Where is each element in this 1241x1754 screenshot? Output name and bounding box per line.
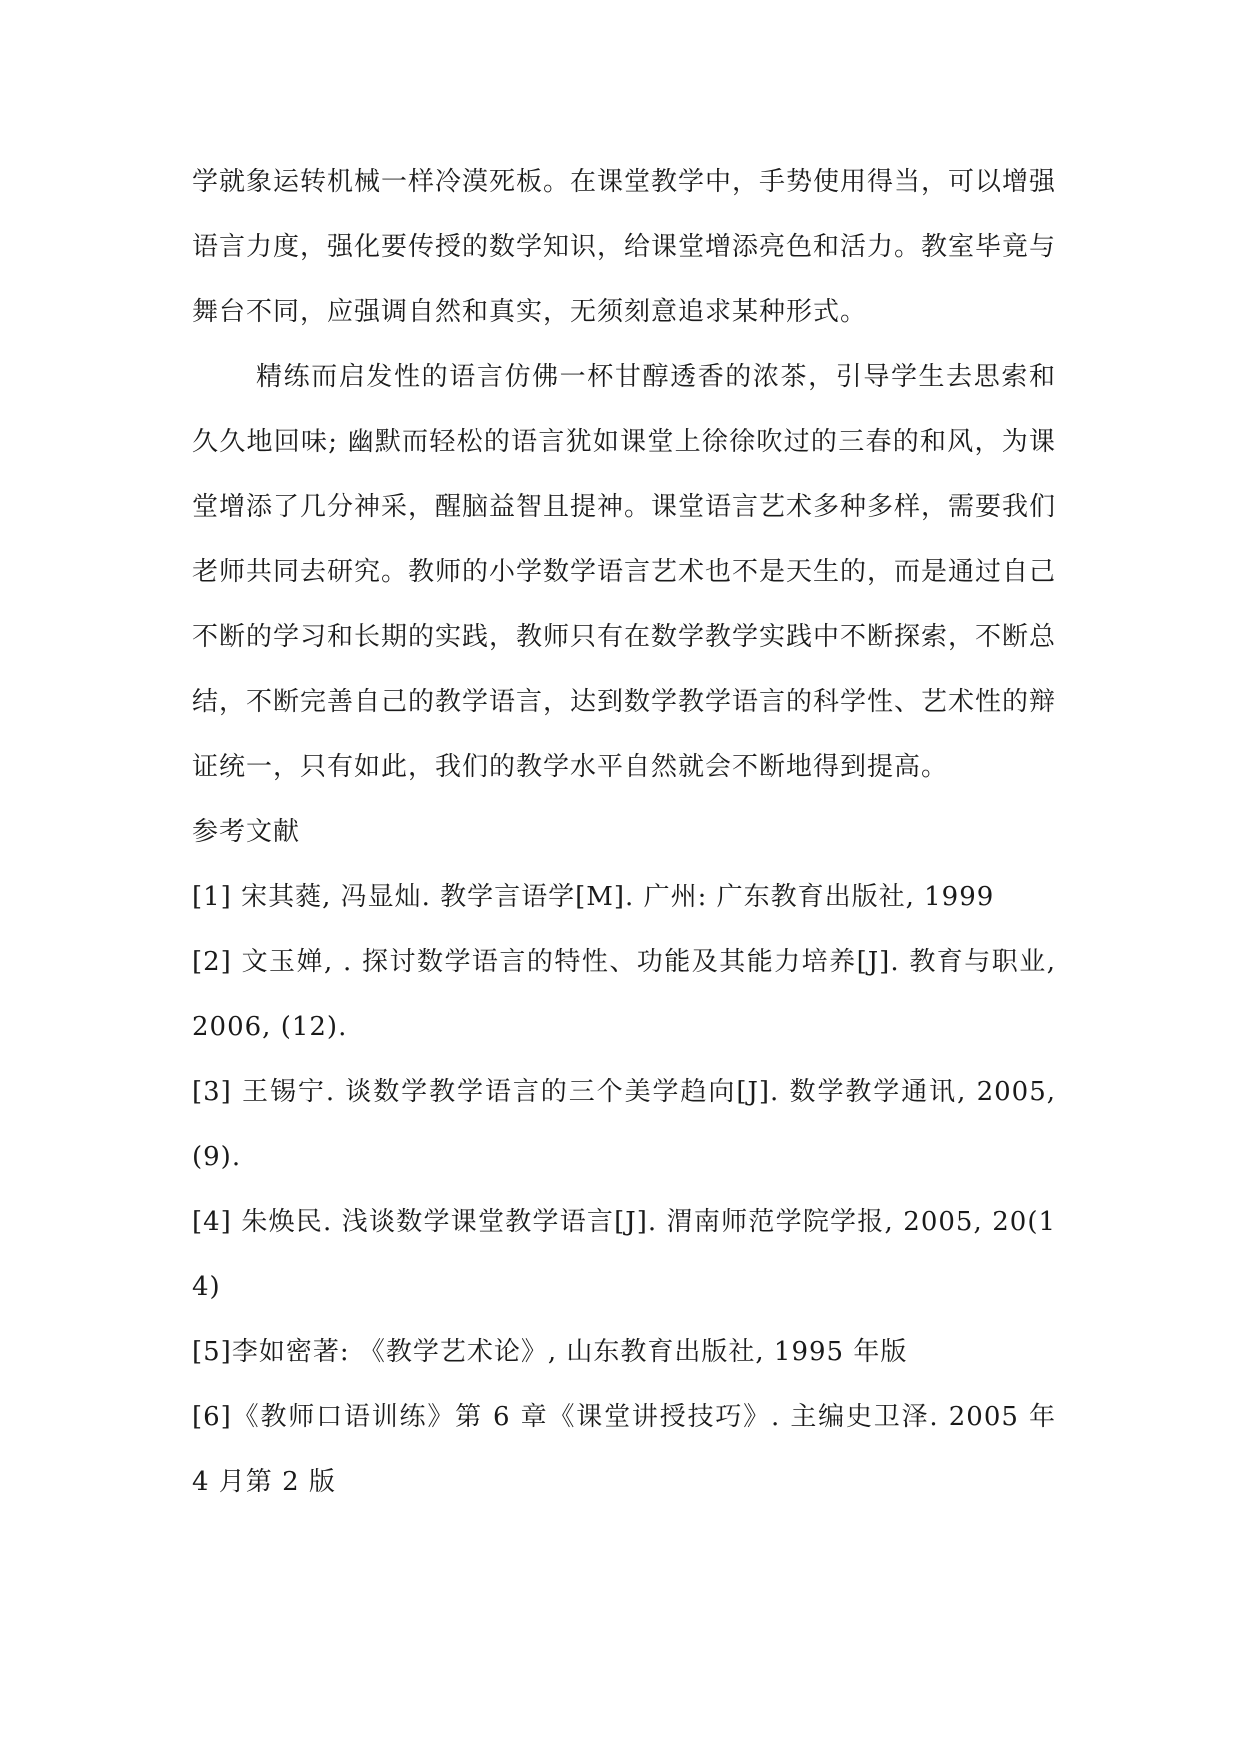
references-heading: 参考文献 xyxy=(192,817,301,847)
reference-item-5: [5]李如密著: 《教学艺术论》, 山东教育出版社, 1995 年版 xyxy=(192,1337,908,1367)
body-paragraph-1: 学就象运转机械一样冷漠死板。在课堂教学中，手势使用得当，可以增强语言力度，强化要传授的数学知识，给课堂增添亮色和活力。教室毕竟与舞台不同，应强调自然和真实，无须刻意追求某种形式。 xyxy=(192,167,1057,327)
document-page xyxy=(192,150,1056,1515)
reference-item-2: [2] 文玉婵, . 探讨数学语言的特性、功能及其能力培养[J]. 教育与职业, 2006, (12). xyxy=(192,947,1056,1042)
body-paragraph-2: 精练而启发性的语言仿佛一杯甘醇透香的浓茶，引导学生去思索和久久地回味; 幽默而轻松的语言犹如课堂上徐徐吹过的三春的和风，为课堂增添了几分神采，醒脑益智且提神。课堂语言艺术多种多样，需要我们老师共同去研究。教师的小学数学语言艺术也不是天生的，而是通过自己不断的学习和长期的实践，教师只有在数学教学实践中不断探索，不断总结，不断完善自己的教学语言，达到数学教学语言的科学性、艺术性的辩证统一，只有如此，我们的教学水平自然就会不断地得到提高。 xyxy=(192,362,1057,782)
reference-item-1: [1] 宋其蕤, 冯显灿. 教学言语学[M]. 广州: 广东教育出版社, 1999 xyxy=(192,882,995,912)
reference-item-4: [4] 朱焕民. 浅谈数学课堂教学语言[J]. 渭南师范学院学报, 2005, 20(14) xyxy=(192,1207,1056,1302)
reference-item-3: [3] 王锡宁. 谈数学教学语言的三个美学趋向[J]. 数学教学通讯, 2005, (9). xyxy=(192,1077,1056,1172)
reference-item-6: [6]《教师口语训练》第 6 章《课堂讲授技巧》. 主编史卫泽. 2005 年 4 月第 2 版 xyxy=(192,1402,1056,1497)
